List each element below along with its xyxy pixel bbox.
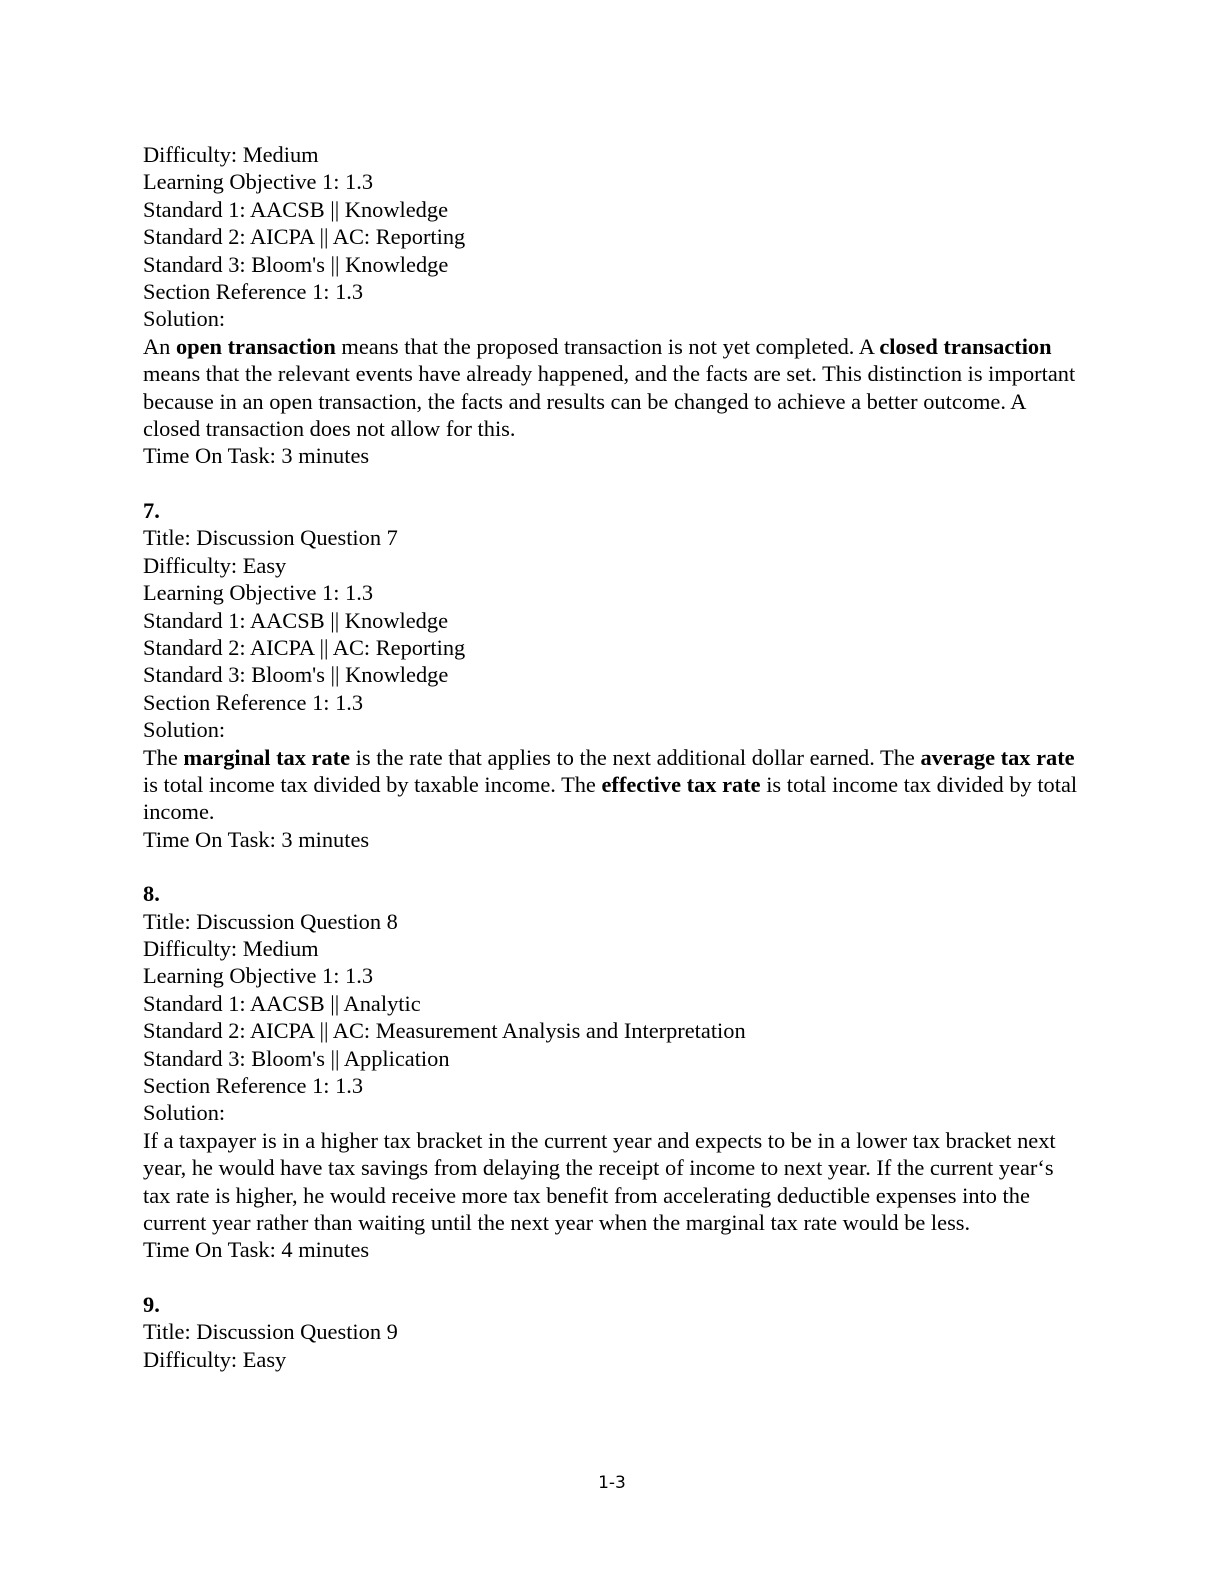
learning-objective: Learning Objective 1: 1.3 [143, 963, 374, 989]
section-reference: Section Reference 1: 1.3 [143, 689, 364, 715]
difficulty: Difficulty: Easy [143, 1346, 287, 1372]
standard-2: Standard 2: AICPA || AC: Reporting [143, 224, 466, 250]
standard-3: Standard 3: Bloom's || Knowledge [143, 251, 449, 277]
time-on-task: Time On Task: 3 minutes [143, 443, 370, 469]
difficulty: Difficulty: Easy [143, 552, 287, 578]
question-8 [143, 880, 1078, 1264]
question-number: 9. [143, 1291, 160, 1317]
term-open-transaction: open transaction [175, 333, 336, 359]
solution-label: Solution: [143, 306, 226, 332]
term-effective-tax-rate: effective tax rate [601, 771, 761, 797]
solution-text [143, 744, 1078, 826]
document-page [143, 141, 1078, 1373]
learning-objective: Learning Objective 1: 1.3 [143, 580, 374, 606]
solution-text-part: is the rate that applies to the next additional dollar earned. The [350, 744, 921, 770]
section-reference: Section Reference 1: 1.3 [143, 1073, 364, 1098]
term-closed-transaction: closed transaction [879, 333, 1052, 359]
spacer [143, 853, 1078, 880]
question-9 [143, 1291, 1078, 1373]
solution-text-part: is total income tax divided by total income. [143, 771, 1078, 825]
spacer [143, 470, 1078, 497]
term-marginal-tax-rate: marginal tax rate [183, 744, 351, 770]
solution-text-part: The [143, 744, 184, 770]
page-number: 1-3 [598, 1473, 626, 1493]
question-title: Title: Discussion Question 8 [143, 908, 398, 934]
standard-1: Standard 1: AACSB || Analytic [143, 990, 421, 1016]
difficulty: Difficulty: Medium [143, 142, 319, 167]
standard-3: Standard 3: Bloom's || Application [143, 1045, 450, 1071]
solution-text-part: means that the proposed transaction is not yet completed. A [335, 333, 880, 359]
solution-text-part: is total income tax divided by taxable income. The [143, 771, 602, 797]
section-reference: Section Reference 1: 1.3 [143, 279, 364, 305]
standard-3: Standard 3: Bloom's || Knowledge [143, 662, 449, 688]
question-7 [143, 497, 1078, 853]
learning-objective: Learning Objective 1: 1.3 [143, 169, 374, 195]
time-on-task: Time On Task: 3 minutes [143, 826, 370, 852]
standard-2: Standard 2: AICPA || AC: Reporting [143, 634, 466, 660]
standard-1: Standard 1: AACSB || Knowledge [143, 196, 449, 222]
standard-1: Standard 1: AACSB || Knowledge [143, 607, 449, 633]
solution-text-part: means that the relevant events have already happened, and the facts are set. This distinction is important because in an open transaction, the facts and results can be changed to achieve a better outcome. A closed transaction does not allow for this. [143, 361, 1076, 442]
term-average-tax-rate: average tax rate [920, 744, 1075, 770]
solution-text: If a taxpayer is in a higher tax bracket in the current year and expects to be in a lower tax bracket next year, he would have tax savings from delaying the receipt of income to next year. If the current year‘s tax rate is higher, he would receive more tax benefit from accelerating deductible expenses into the current year rather than waiting until the next year when the marginal tax rate would be less. [143, 1127, 1056, 1236]
question-number: 8. [143, 881, 160, 907]
solution-text-part: An [143, 333, 176, 359]
question-title: Title: Discussion Question 7 [143, 525, 398, 551]
difficulty: Difficulty: Medium [143, 935, 319, 961]
solution-label: Solution: [143, 1100, 226, 1126]
question-6-continued [143, 141, 1078, 470]
time-on-task: Time On Task: 4 minutes [143, 1237, 370, 1263]
question-number: 7. [143, 497, 160, 523]
standard-2: Standard 2: AICPA || AC: Measurement Analysis and Interpretation [143, 1018, 746, 1044]
solution-label: Solution: [143, 717, 226, 743]
solution-text [143, 333, 1078, 443]
spacer [143, 1264, 1078, 1291]
question-title: Title: Discussion Question 9 [143, 1319, 398, 1345]
